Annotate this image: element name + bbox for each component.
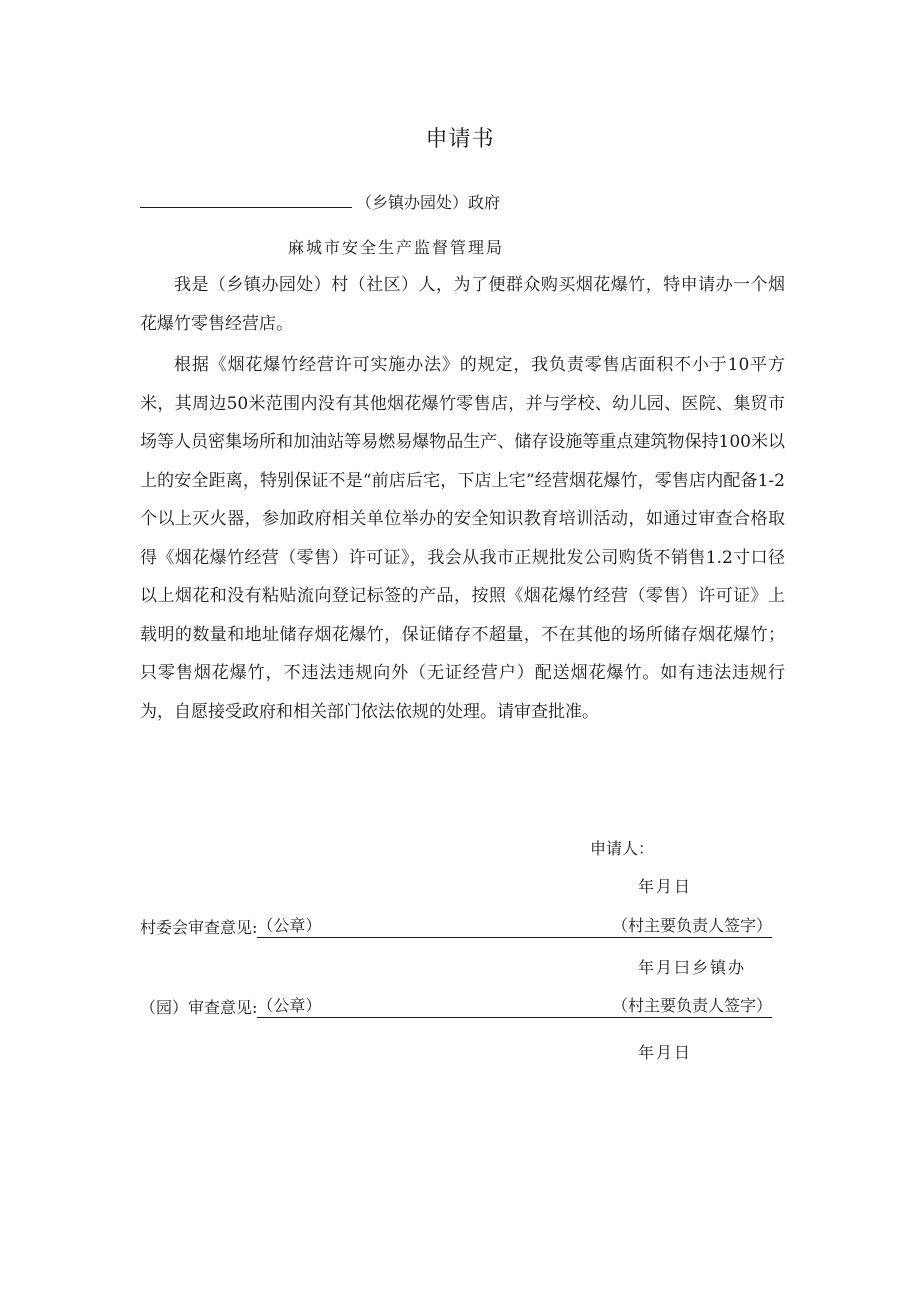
village-opinion-label: 村委会审查意见:	[140, 918, 258, 937]
seal-label: （公章）	[257, 916, 322, 935]
seal-label: （公章）	[257, 996, 322, 1015]
date-line-2: 年月曰乡镇办	[638, 958, 747, 977]
town-opinion-row	[140, 993, 772, 1018]
paragraph-1: 我是（乡镇办园处）村（社区）人，为了便群众购买烟花爆竹，特申请办一个烟花爆竹零售经营店。	[140, 275, 785, 334]
village-opinion-field	[257, 913, 772, 938]
document-title: 申请书	[425, 127, 495, 152]
date-line-3: 年月日	[638, 1043, 693, 1062]
applicant-label: 申请人：	[590, 839, 655, 858]
town-opinion-field	[257, 993, 772, 1018]
paragraph-2: 根据《烟花爆竹经营许可实施办法》的规定，我负责零售店面积不小于10平方米，其周边50米范围内没有其他烟花爆竹零售店，并与学校、幼儿园、医院、集贸市场等人员密集场所和加油站等易燃易爆物品生产、储存设施等重点建筑物保持100米以上的安全距离，特别保证不是“前店后宅，下店上宅”经营烟花爆竹，零售店内配备1-2个以上灭火器，参加政府相关单位举办的安全知识教育培训活动，如通过审查合格取得《烟花爆竹经营（零售）许可证》，我会从我市正规批发公司购货不销售1.2寸口径以上烟花和没有粘贴流向登记标签的产品，按照《烟花爆竹经营（零售）许可证》上载明的数量和地址储存烟花爆竹，保证储存不超量，不在其他的场所储存烟花爆竹；只零售烟花爆竹，不违法违规向外（无证经营户）配送烟花爆竹。如有违法违规行为，自愿接受政府和相关部门依法依规的处理。请审查批准。	[140, 355, 785, 722]
signature-label: （村主要负责人签字）	[611, 916, 772, 935]
fill-in-blank	[140, 193, 352, 208]
addressee-suffix: （乡镇办园处）政府	[356, 193, 501, 212]
village-opinion-row	[140, 913, 772, 938]
signature-label: （村主要负责人签字）	[611, 996, 772, 1015]
date-line-1: 年月日	[638, 877, 693, 896]
addressee-line-2: 麻城市安全生产监督管理局	[288, 238, 505, 257]
addressee-line-1	[140, 190, 500, 213]
town-opinion-label: （园）审查意见:	[140, 998, 258, 1017]
